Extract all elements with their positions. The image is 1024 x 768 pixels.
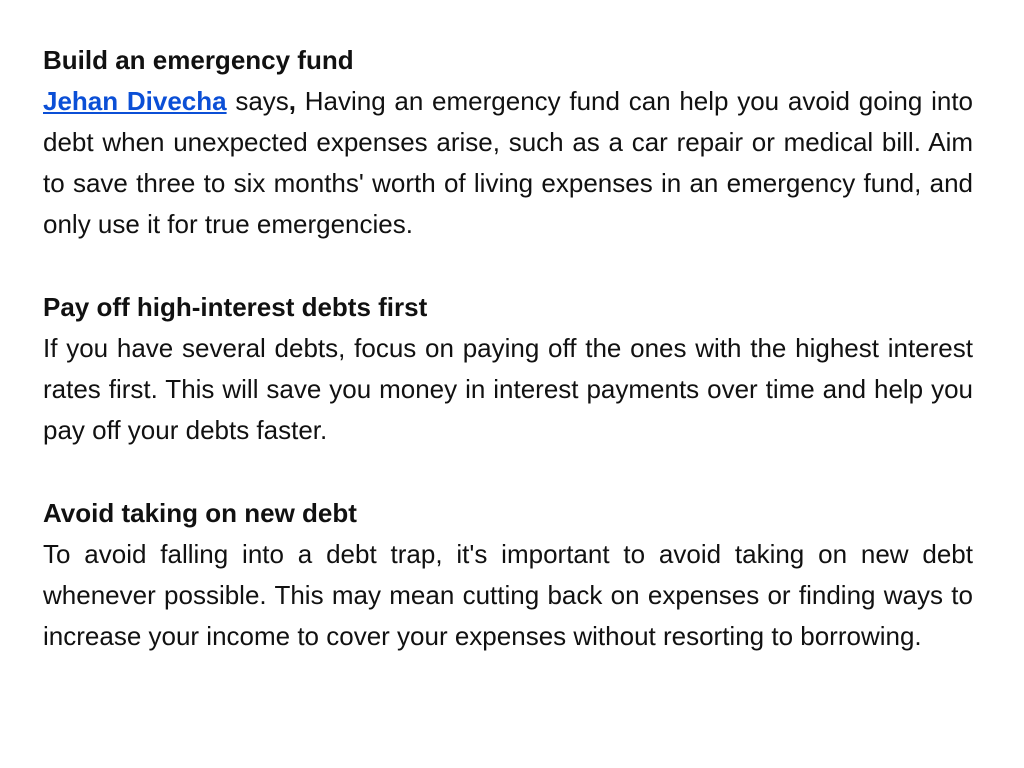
document-page	[43, 40, 973, 699]
section-heading: Avoid taking on new debt	[43, 498, 357, 528]
section-heading: Pay off high-interest debts first	[43, 292, 428, 322]
section-body	[43, 81, 973, 245]
section-emergency-fund	[43, 40, 973, 245]
section-heading: Build an emergency fund	[43, 45, 354, 75]
section-body: If you have several debts, focus on paying off the ones with the highest interest rates first. This will save you money in interest payments over time and help you pay off your debts faster.	[43, 333, 973, 445]
section-body-text: Having an emergency fund can help you avoid going into debt when unexpected expenses arise, such as a car repair or medical bill. Aim to save three to six months' worth of living expenses in an emergency fund, and only use it for true emergencies.	[43, 86, 973, 239]
says-text: says	[226, 86, 289, 116]
author-link[interactable]: Jehan Divecha	[43, 86, 227, 116]
section-body: To avoid falling into a debt trap, it's important to avoid taking on new debt whenever possible. This may mean cutting back on expenses or finding ways to increase your income to cover your expenses without resorting to borrowing.	[43, 539, 973, 651]
says-comma: ,	[288, 86, 297, 116]
section-avoid-new-debt	[43, 493, 973, 657]
section-high-interest-debts	[43, 287, 973, 451]
